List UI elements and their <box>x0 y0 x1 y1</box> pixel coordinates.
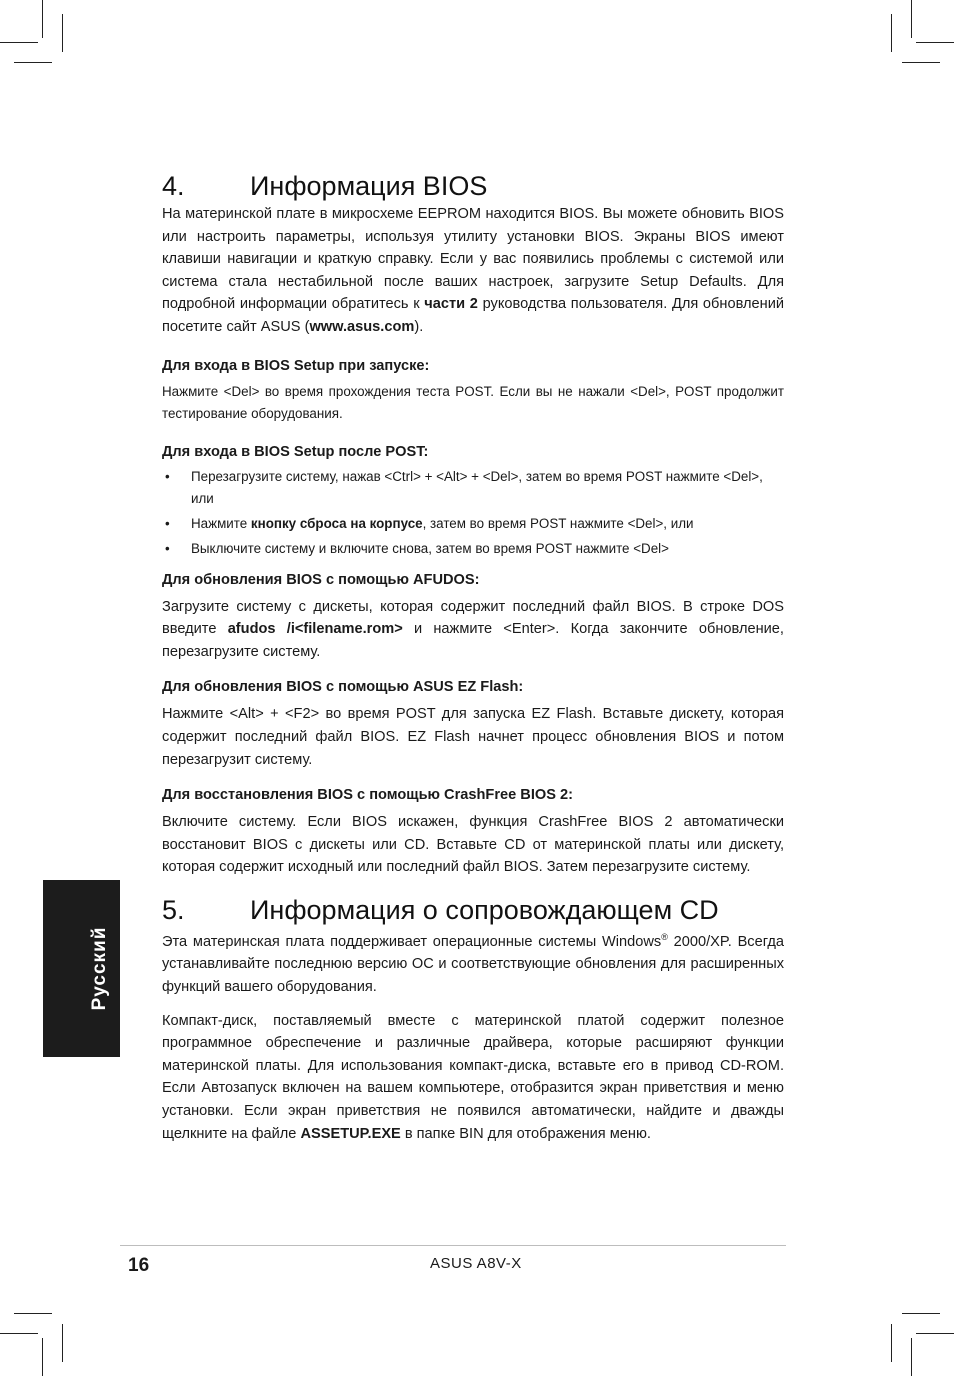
crop-mark <box>916 1333 954 1334</box>
crashfree-text: Включите систему. Если BIOS искажен, функция CrashFree BIOS 2 автоматически восстановит BIOS с дискеты или CD. Вставьте CD от материнской платы или дискету, которая содержит исходный или последний файл BIOS. Затем перезагрузите систему. <box>162 814 784 876</box>
after-post-heading: Для входа в BIOS Setup после POST: <box>162 443 429 460</box>
language-tab <box>43 880 120 1057</box>
startup-heading: Для входа в BIOS Setup при запуске: <box>162 357 430 374</box>
crop-mark <box>62 14 63 52</box>
section-heading: Информация о сопровождающем CD <box>250 894 719 925</box>
section-number: 4. <box>162 171 185 201</box>
crop-mark <box>911 0 912 38</box>
cd-para-1: Эта материнская плата поддерживает операционные системы Windows® 2000/XP. Всегда устанавливайте последнюю версию ОС и соответствующие обновления для расширенных функций вашего оборудования. <box>162 931 785 995</box>
startup-text: Нажмите <Del> во время прохождения теста POST. Если вы не нажали <Del>, POST продолжит тестирование оборудования. <box>162 383 784 421</box>
ezflash-heading: Для обновления BIOS с помощью ASUS EZ Flash: <box>162 679 524 696</box>
crop-mark <box>14 1313 52 1314</box>
afudos-text: Загрузите систему с дискеты, которая содержит последний файл BIOS. В строке DOS введите afudos /i<filename.rom> и нажмите <Enter>. Когда закончите обновление, перезагрузите систему. <box>162 598 784 660</box>
page-content <box>162 168 784 1145</box>
footer-divider <box>120 1245 786 1246</box>
crashfree-heading: Для восстановления BIOS с помощью CrashFree BIOS 2: <box>162 787 574 804</box>
list-item: • Перезагрузите систему, нажав <Ctrl> + <Alt> + <Del>, затем во время POST нажмите <Del>, или <box>162 466 784 510</box>
page-number: 16 <box>128 1255 150 1276</box>
crop-mark <box>902 62 940 63</box>
section-title-cd <box>162 892 784 928</box>
section-heading: Информация BIOS <box>250 171 488 201</box>
crop-mark <box>911 1338 912 1376</box>
crop-mark <box>891 14 892 52</box>
crop-mark <box>891 1324 892 1362</box>
crop-mark <box>916 42 954 43</box>
list-item: • Выключите систему и включите снова, затем во время POST нажмите <Del> <box>162 538 784 560</box>
list-item: • Нажмите кнопку сброса на корпусе, затем во время POST нажмите <Del>, или <box>162 513 784 535</box>
crop-mark <box>62 1324 63 1362</box>
crop-mark <box>0 1333 38 1334</box>
cd-para-2: Компакт-диск, поставляемый вместе с материнской платой содержит полезное программное обреспечение и различные драйвера, которые расширяют функции материнской платы. Для использования компакт-диска, вставьте его в привод CD-ROM. Если Автозапуск включен на вашем компьютере, отобразится экран приветствия и меню установки. Если экран приветствия не появился автоматически, найдите и дважды щелкните на файле ASSETUP.EXE в папке BIN для отображения меню. <box>162 1012 784 1142</box>
crop-mark <box>14 62 52 63</box>
crop-mark <box>902 1313 940 1314</box>
crop-mark <box>42 1338 43 1376</box>
crop-mark <box>0 42 38 43</box>
footer-product: ASUS A8V-X <box>430 1255 522 1272</box>
section-title-bios <box>162 168 784 204</box>
bios-intro: На материнской плате в микросхеме EEPROM находится BIOS. Вы можете обновить BIOS или настроить параметры, используя утилиту установки BIOS. Экраны BIOS имеют клавиши навигации и краткую справку. Если у вас появились проблемы с системой или система стала нестабильной после ваших настроек, загрузите Setup Defaults. Для подробной информации обратитесь к части 2 руководства пользователя. Для обновлений посетите сайт ASUS (www.asus.com). <box>162 206 784 335</box>
afudos-heading: Для обновления BIOS с помощью AFUDOS: <box>162 571 480 588</box>
ezflash-text: Нажмите <Alt> + <F2> во время POST для запуска EZ Flash. Вставьте дискету, которая содержит последний файл BIOS. EZ Flash начнет процесс обновления BIOS и потом перезагрузит систему. <box>162 706 784 768</box>
after-post-list <box>162 466 784 560</box>
section-number: 5. <box>162 894 185 925</box>
language-label: Русский <box>89 926 110 1011</box>
crop-mark <box>42 0 43 38</box>
